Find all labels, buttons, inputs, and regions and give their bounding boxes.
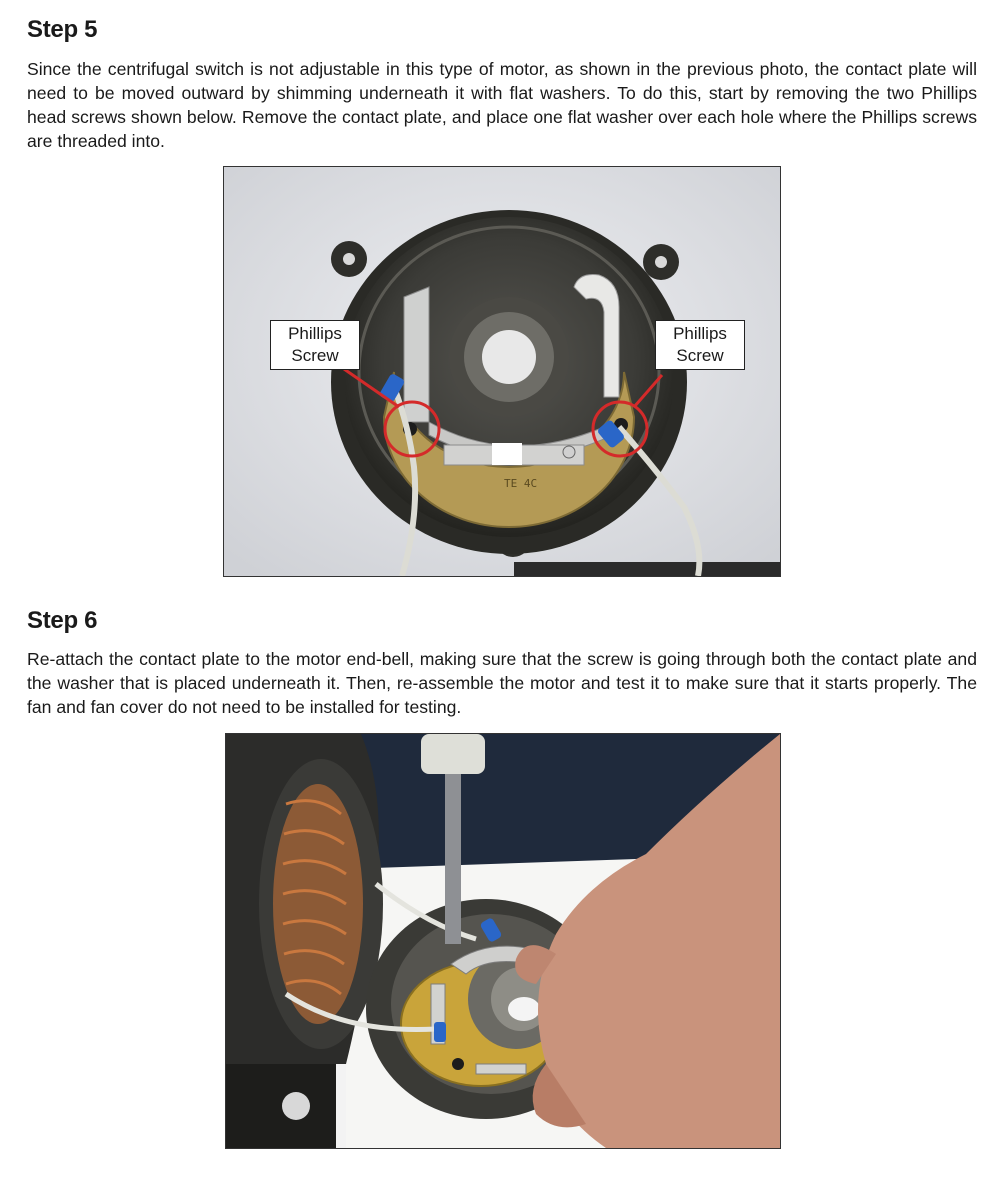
callout-left-line1: Phillips — [288, 324, 342, 343]
callout-left-line2: Screw — [291, 346, 339, 365]
screwdriver-icon — [445, 774, 461, 944]
phillips-screw-callout-right — [655, 320, 745, 370]
callout-right-line2: Screw — [676, 346, 724, 365]
step-5-photo — [223, 166, 781, 577]
plate-marking: TE 4C — [504, 477, 538, 490]
phillips-screw-callout-left — [270, 320, 360, 370]
end-bell-illustration — [224, 167, 780, 576]
reassembly-illustration — [226, 734, 780, 1148]
callout-right-line1: Phillips — [673, 324, 727, 343]
step-5-heading: Step 5 — [27, 16, 98, 43]
step-5-text: Since the centrifugal switch is not adjustable in this type of motor, as shown in the previous photo, the contact plate will need to be moved outward by shimming underneath it with flat washers. To do this, start by removing the two Phillips head screws shown below. Remove the contact plate, and place one flat washer over each hole where the Phillips screws are threaded into. — [27, 59, 977, 151]
step-6-heading: Step 6 — [27, 607, 98, 634]
step-6-photo — [225, 733, 781, 1149]
step-6-text: Re-attach the contact plate to the motor end-bell, making sure that the screw is going through both the contact plate and the washer that is placed underneath it. Then, re-assemble the motor and test it to make sure that it starts properly. The fan and fan cover do not need to be installed for testing. — [27, 649, 977, 717]
